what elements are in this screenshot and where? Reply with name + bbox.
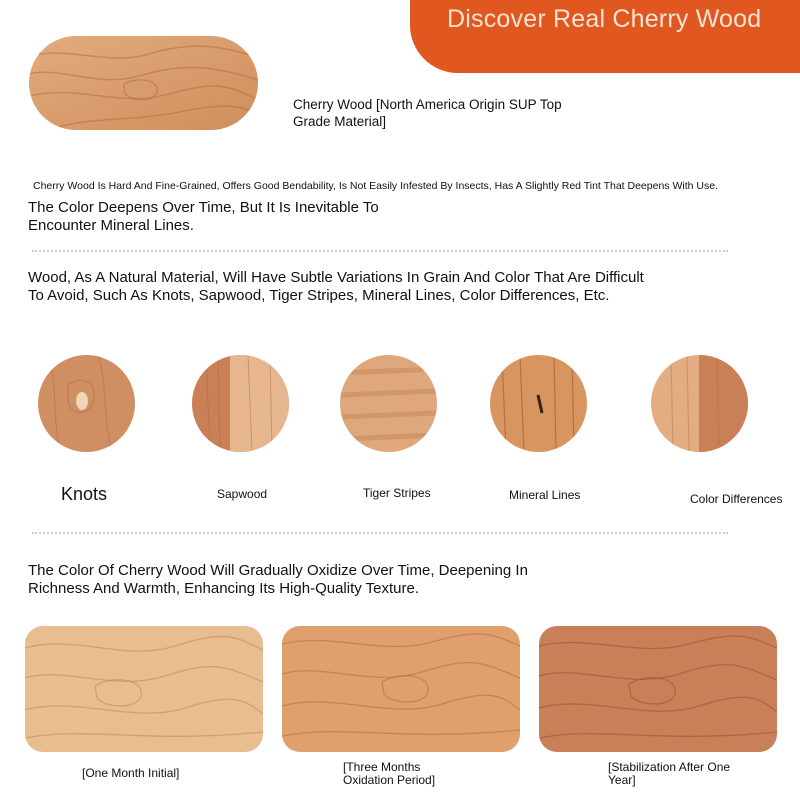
sample-label-knots: Knots bbox=[61, 484, 108, 504]
sample-label-tiger-stripes: Tiger Stripes bbox=[363, 486, 431, 500]
sample-label-mineral-lines: Mineral Lines bbox=[509, 488, 581, 502]
oxidation-description: The Color Of Cherry Wood Will Gradually Oxidize Over Time, Deepening In Richness And Warmth, Enhancing Its High-Quality Texture. bbox=[28, 562, 528, 597]
intro-subtext: The Color Deepens Over Time, But It Is Inevitable To Encounter Mineral Lines. bbox=[28, 199, 379, 234]
stage-one-year-image bbox=[539, 626, 777, 752]
divider bbox=[32, 250, 728, 252]
stage-three-months-image bbox=[282, 626, 520, 752]
sample-sapwood-image bbox=[192, 355, 289, 452]
sample-mineral-lines-image bbox=[490, 355, 587, 452]
sample-label-color-differences: Color Differences bbox=[690, 492, 783, 506]
page-title: Discover Real Cherry Wood bbox=[447, 5, 762, 33]
stage-caption-three-months: [Three Months Oxidation Period] bbox=[343, 760, 436, 787]
divider bbox=[32, 532, 728, 534]
sample-tiger-stripes-image bbox=[340, 355, 437, 452]
hero-description: Cherry Wood [North America Origin SUP Top Grade Material] bbox=[293, 97, 562, 129]
stage-caption-one-year: [Stabilization After One Year] bbox=[608, 760, 731, 787]
sample-color-differences-image bbox=[651, 355, 748, 452]
variations-description: Wood, As A Natural Material, Will Have Subtle Variations In Grain And Color That Are Difficult To Avoid, Such As Knots, Sapwood, Tiger Stripes, Mineral Lines, Color Differences, Etc. bbox=[28, 269, 644, 304]
stage-caption-one-month: [One Month Initial] bbox=[82, 766, 180, 780]
stage-one-month-image bbox=[25, 626, 263, 752]
sample-knots-image bbox=[38, 355, 135, 452]
sample-label-sapwood: Sapwood bbox=[217, 487, 268, 501]
hero-wood-image bbox=[29, 36, 258, 130]
intro-text: Cherry Wood Is Hard And Fine-Grained, Offers Good Bendability, Is Not Easily Infested By Insects, Has A Slightly Red Tint That Deepens With Use. bbox=[33, 180, 718, 192]
